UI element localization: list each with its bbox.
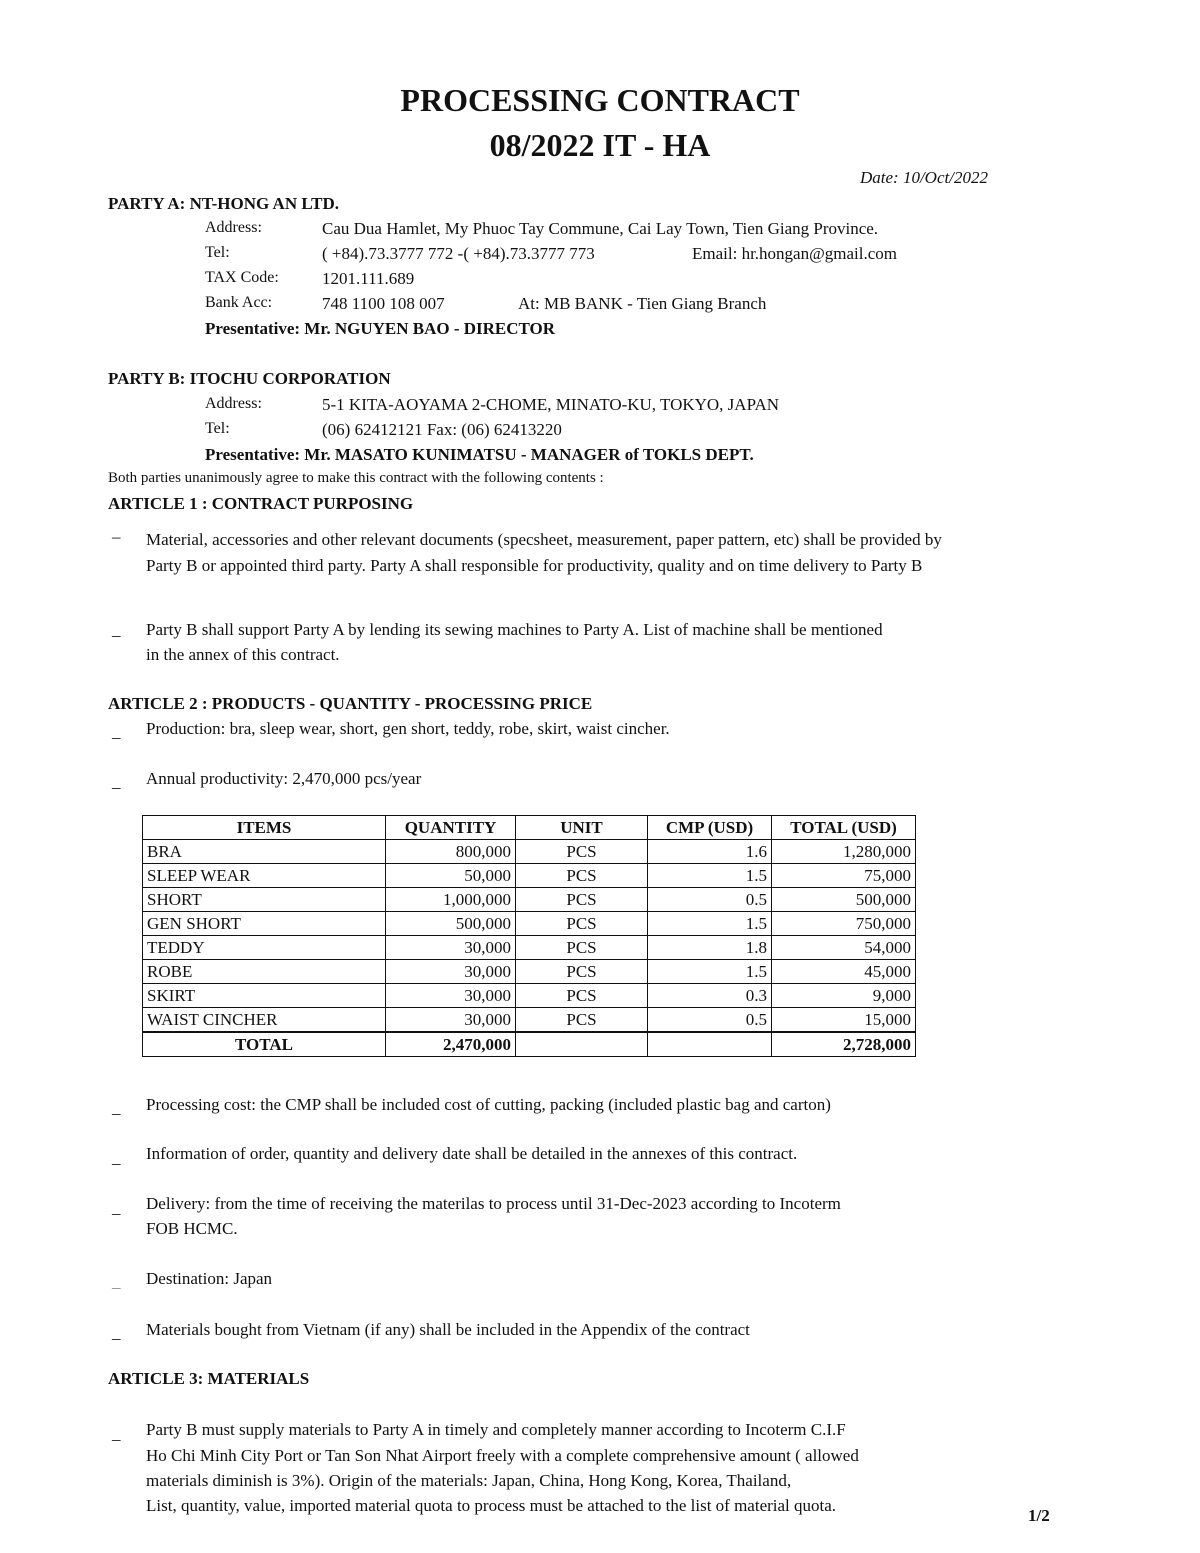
products-table [142, 815, 916, 1057]
unit-cell: PCS [516, 912, 648, 936]
unit-cell: PCS [516, 840, 648, 864]
total-cell: 15,000 [772, 1008, 916, 1033]
column-header: ITEMS [143, 816, 386, 840]
agreement-statement: Both parties unanimously agree to make this contract with the following contents : [108, 470, 604, 486]
total-cell: 750,000 [772, 912, 916, 936]
column-header: CMP (USD) [648, 816, 772, 840]
bullet-dash: – [112, 527, 121, 546]
party-b-tel-label: Tel: [205, 420, 230, 437]
processing-cost: Processing cost: the CMP shall be included cost of cutting, packing (included plastic bag and carton) [146, 1095, 831, 1114]
quantity-cell: 30,000 [386, 984, 516, 1008]
table-row [143, 960, 916, 984]
table-row [143, 840, 916, 864]
total-label-cell: TOTAL [143, 1032, 386, 1057]
column-header: QUANTITY [386, 816, 516, 840]
production-line: Production: bra, sleep wear, short, gen short, teddy, robe, skirt, waist cincher. [146, 719, 670, 738]
article-1-item-1-line-1: Material, accessories and other relevant documents (specsheet, measurement, paper pattern, etc) shall be provided by [146, 530, 942, 549]
cmp-cell: 1.5 [648, 960, 772, 984]
unit-cell: PCS [516, 936, 648, 960]
party-a-heading: PARTY A: NT-HONG AN LTD. [108, 194, 339, 213]
article-1-item-2-line-1: Party B shall support Party A by lending its sewing machines to Party A. List of machine shall be mentioned [146, 620, 883, 639]
order-information: Information of order, quantity and delivery date shall be detailed in the annexes of this contract. [146, 1144, 798, 1163]
bullet-dash: _ [112, 772, 121, 791]
bullet-dash: _ [112, 1148, 121, 1167]
delivery-line-2: FOB HCMC. [146, 1219, 238, 1238]
bullet-dash: _ [112, 1323, 121, 1342]
quantity-cell: 30,000 [386, 936, 516, 960]
party-a-bank-branch: At: MB BANK - Tien Giang Branch [518, 294, 767, 313]
party-b-address: 5-1 KITA-AOYAMA 2-CHOME, MINATO-KU, TOKYO, JAPAN [322, 395, 780, 414]
total-cell: 9,000 [772, 984, 916, 1008]
cmp-cell: 1.6 [648, 840, 772, 864]
grand-total-cell: 2,728,000 [772, 1032, 916, 1057]
article-1-heading: ARTICLE 1 : CONTRACT PURPOSING [108, 494, 414, 513]
party-a-tel: ( +84).73.3777 772 -( +84).73.3777 773 [322, 244, 595, 263]
article-1-item-2-line-2: in the annex of this contract. [146, 645, 340, 664]
contract-date: Date: 10/Oct/2022 [860, 168, 988, 187]
page-number: 1/2 [1028, 1506, 1050, 1525]
cmp-cell: 1.8 [648, 936, 772, 960]
party-a-address: Cau Dua Hamlet, My Phuoc Tay Commune, Cai Lay Town, Tien Giang Province. [322, 219, 879, 238]
item-cell: TEDDY [143, 936, 386, 960]
table-total-row [143, 1032, 916, 1057]
party-a-tax: 1201.111.689 [322, 269, 415, 288]
bullet-dash: _ [112, 1424, 121, 1443]
party-a-bank: 748 1100 108 007 [322, 294, 445, 313]
total-cell: 54,000 [772, 936, 916, 960]
total-cell: 1,280,000 [772, 840, 916, 864]
quantity-cell: 800,000 [386, 840, 516, 864]
unit-cell: PCS [516, 864, 648, 888]
cmp-cell: 0.5 [648, 888, 772, 912]
item-cell: GEN SHORT [143, 912, 386, 936]
column-header: UNIT [516, 816, 648, 840]
party-b-heading: PARTY B: ITOCHU CORPORATION [108, 369, 391, 388]
total-cell: 75,000 [772, 864, 916, 888]
party-b-address-label: Address: [205, 395, 262, 412]
cmp-cell: 1.5 [648, 864, 772, 888]
bullet-dash: _ [112, 1198, 121, 1217]
cmp-cell: 1.5 [648, 912, 772, 936]
table-header-row [143, 816, 916, 840]
cmp-cell: 0.3 [648, 984, 772, 1008]
quantity-cell: 30,000 [386, 1008, 516, 1033]
item-cell: ROBE [143, 960, 386, 984]
article-1-item-1-line-2: Party B or appointed third party. Party A shall responsible for productivity, quality and on time delivery to Party B [146, 556, 923, 575]
unit-cell: PCS [516, 960, 648, 984]
quantity-cell: 1,000,000 [386, 888, 516, 912]
item-cell: BRA [143, 840, 386, 864]
party-b-representative: Presentative: Mr. MASATO KUNIMATSU - MANAGER of TOKLS DEPT. [205, 445, 754, 464]
unit-cell: PCS [516, 984, 648, 1008]
total-quantity-cell: 2,470,000 [386, 1032, 516, 1057]
total-cell: 500,000 [772, 888, 916, 912]
article-3-line-3: materials diminish is 3%). Origin of the materials: Japan, China, Hong Kong, Korea, Thailand, [146, 1471, 792, 1490]
contract-title: PROCESSING CONTRACT [400, 82, 800, 118]
quantity-cell: 50,000 [386, 864, 516, 888]
party-b-tel-fax: (06) 62412121 Fax: (06) 62413220 [322, 420, 562, 439]
item-cell: SLEEP WEAR [143, 864, 386, 888]
table-row [143, 864, 916, 888]
item-cell: SKIRT [143, 984, 386, 1008]
party-a-bank-label: Bank Acc: [205, 294, 273, 311]
party-a-representative: Presentative: Mr. NGUYEN BAO - DIRECTOR [205, 319, 556, 338]
unit-cell: PCS [516, 1008, 648, 1033]
delivery-line-1: Delivery: from the time of receiving the materilas to process until 31-Dec-2023 according to Incoterm [146, 1194, 841, 1213]
contract-number: 08/2022 IT - HA [489, 127, 711, 163]
bullet-dash: _ [112, 1272, 121, 1291]
party-a-tax-label: TAX Code: [205, 269, 279, 286]
cmp-cell: 0.5 [648, 1008, 772, 1033]
total-cmp-cell [648, 1032, 772, 1057]
annual-productivity: Annual productivity: 2,470,000 pcs/year [146, 769, 422, 788]
bullet-dash: _ [112, 722, 121, 741]
article-3-heading: ARTICLE 3: MATERIALS [108, 1369, 310, 1388]
quantity-cell: 30,000 [386, 960, 516, 984]
article-3-line-2: Ho Chi Minh City Port or Tan Son Nhat Airport freely with a complete comprehensive amount ( allowed [146, 1446, 859, 1465]
article-2-heading: ARTICLE 2 : PRODUCTS - QUANTITY - PROCESSING PRICE [108, 694, 593, 713]
bullet-dash: _ [112, 620, 121, 639]
table-row [143, 936, 916, 960]
article-3-line-4: List, quantity, value, imported material quota to process must be attached to the list of material quota. [146, 1496, 837, 1515]
table-row [143, 888, 916, 912]
party-a-email: Email: hr.hongan@gmail.com [692, 244, 897, 263]
total-unit-cell [516, 1032, 648, 1057]
column-header: TOTAL (USD) [772, 816, 916, 840]
party-a-address-label: Address: [205, 219, 262, 236]
bullet-dash: _ [112, 1098, 121, 1117]
item-cell: WAIST CINCHER [143, 1008, 386, 1033]
party-a-tel-label: Tel: [205, 244, 230, 261]
article-3-line-1: Party B must supply materials to Party A in timely and completely manner according to Incoterm C.I.F [146, 1420, 846, 1439]
table-row [143, 984, 916, 1008]
quantity-cell: 500,000 [386, 912, 516, 936]
table-row [143, 1008, 916, 1033]
destination: Destination: Japan [146, 1269, 273, 1288]
total-cell: 45,000 [772, 960, 916, 984]
item-cell: SHORT [143, 888, 386, 912]
table-row [143, 912, 916, 936]
unit-cell: PCS [516, 888, 648, 912]
materials-from-vietnam: Materials bought from Vietnam (if any) shall be included in the Appendix of the contract [146, 1320, 750, 1339]
